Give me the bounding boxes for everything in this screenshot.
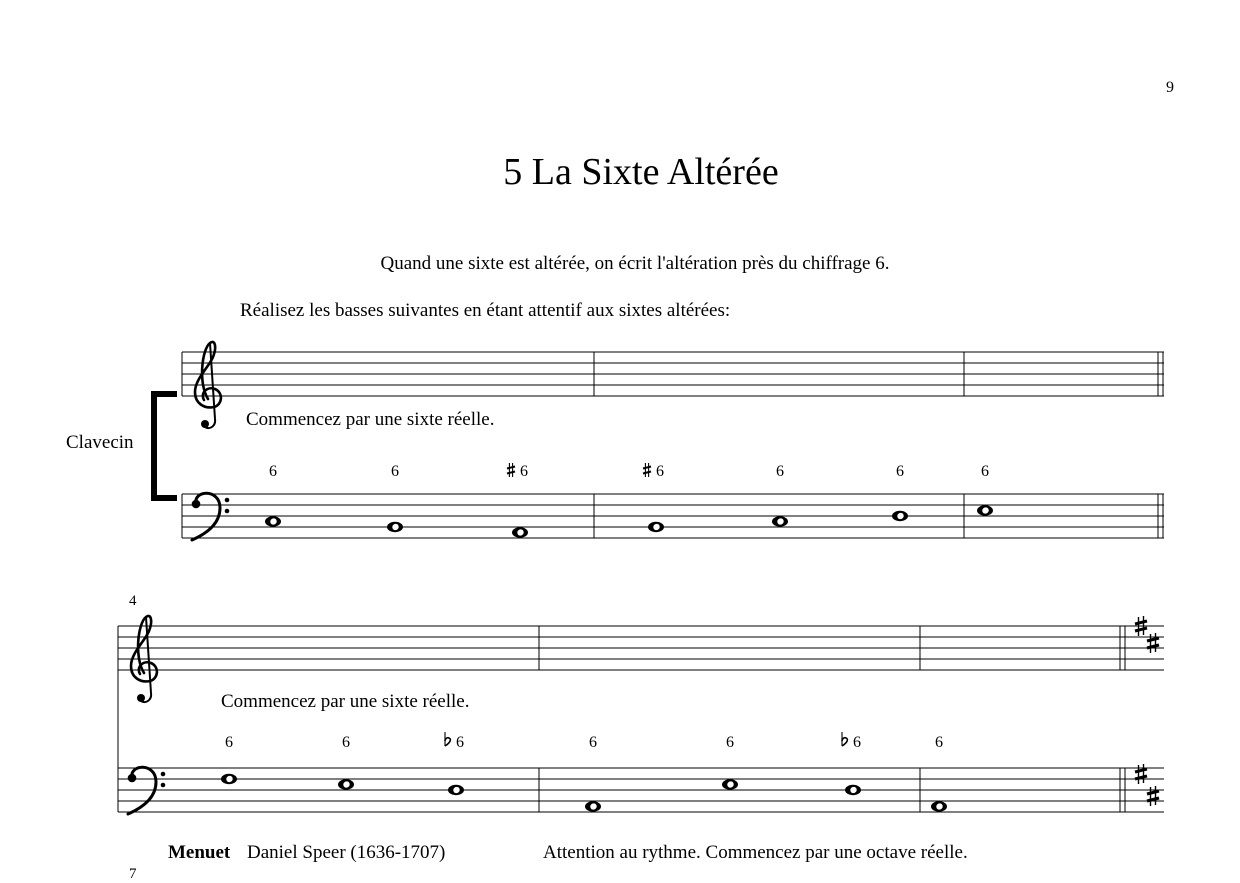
system-2-measure-number: 4: [129, 593, 137, 609]
whole-note: [448, 785, 464, 795]
figured-bass: [269, 463, 989, 480]
figure-number: 6: [656, 463, 664, 480]
figure-number: 6: [853, 734, 861, 751]
barlines: [182, 352, 1163, 538]
key-signature-bass: [1135, 764, 1159, 806]
figure-number: 6: [520, 463, 528, 480]
key-signature-treble: [1135, 616, 1159, 653]
treble-staff: [182, 352, 1164, 396]
instrument-name: Clavecin: [66, 432, 134, 453]
whole-note: [722, 779, 738, 789]
exercise-instruction: Réalisez les basses suivantes en étant attentif aux sixtes altérées:: [240, 300, 731, 321]
bass-clef-icon: [128, 767, 166, 814]
figure-number: 6: [589, 734, 597, 751]
menuet-measure-number: 7: [129, 866, 137, 882]
whole-note: [512, 527, 528, 537]
whole-note: [338, 779, 354, 789]
figure-number: 6: [981, 463, 989, 480]
bass-staff: [182, 494, 1164, 538]
whole-note: [892, 511, 908, 521]
flat-icon: [842, 732, 847, 746]
intro-text: Quand une sixte est altérée, on écrit l'altération près du chiffrage 6.: [380, 253, 890, 274]
whole-note: [648, 522, 664, 532]
menuet-title: Menuet: [168, 842, 231, 863]
whole-note: [931, 801, 947, 811]
section-title: 5 La Sixte Altérée: [503, 151, 779, 193]
system-1: [154, 342, 1164, 540]
sharp-icon: [507, 463, 515, 477]
whole-note: [977, 505, 993, 515]
page-number: 9: [1166, 79, 1174, 96]
whole-note: [221, 774, 237, 784]
flat-icon: [445, 732, 450, 746]
figure-number: 6: [935, 734, 943, 751]
whole-note: [265, 516, 281, 526]
treble-staff: [118, 626, 1164, 670]
whole-note: [772, 516, 788, 526]
menuet-composer: Daniel Speer (1636-1707): [247, 842, 446, 863]
sharp-icon: [643, 463, 651, 477]
staff-bracket: [154, 394, 177, 498]
whole-note: [387, 522, 403, 532]
figure-number: 6: [269, 463, 277, 480]
figured-bass: [225, 732, 943, 751]
figure-number: 6: [896, 463, 904, 480]
bass-staff: [118, 768, 1164, 812]
bass-clef-icon: [192, 493, 230, 540]
system-2-instruction: Commencez par une sixte réelle.: [221, 691, 470, 712]
figure-number: 6: [776, 463, 784, 480]
figure-number: 6: [225, 734, 233, 751]
whole-note: [585, 801, 601, 811]
bass-notes: [265, 505, 993, 537]
barlines: [118, 626, 1125, 812]
menuet-instruction: Attention au rythme. Commencez par une octave réelle.: [543, 842, 968, 863]
figure-number: 6: [726, 734, 734, 751]
whole-note: [845, 785, 861, 795]
figure-number: 6: [342, 734, 350, 751]
figure-number: 6: [391, 463, 399, 480]
system-2: [118, 616, 1164, 814]
figure-number: 6: [456, 734, 464, 751]
system-1-instruction: Commencez par une sixte réelle.: [246, 409, 495, 430]
